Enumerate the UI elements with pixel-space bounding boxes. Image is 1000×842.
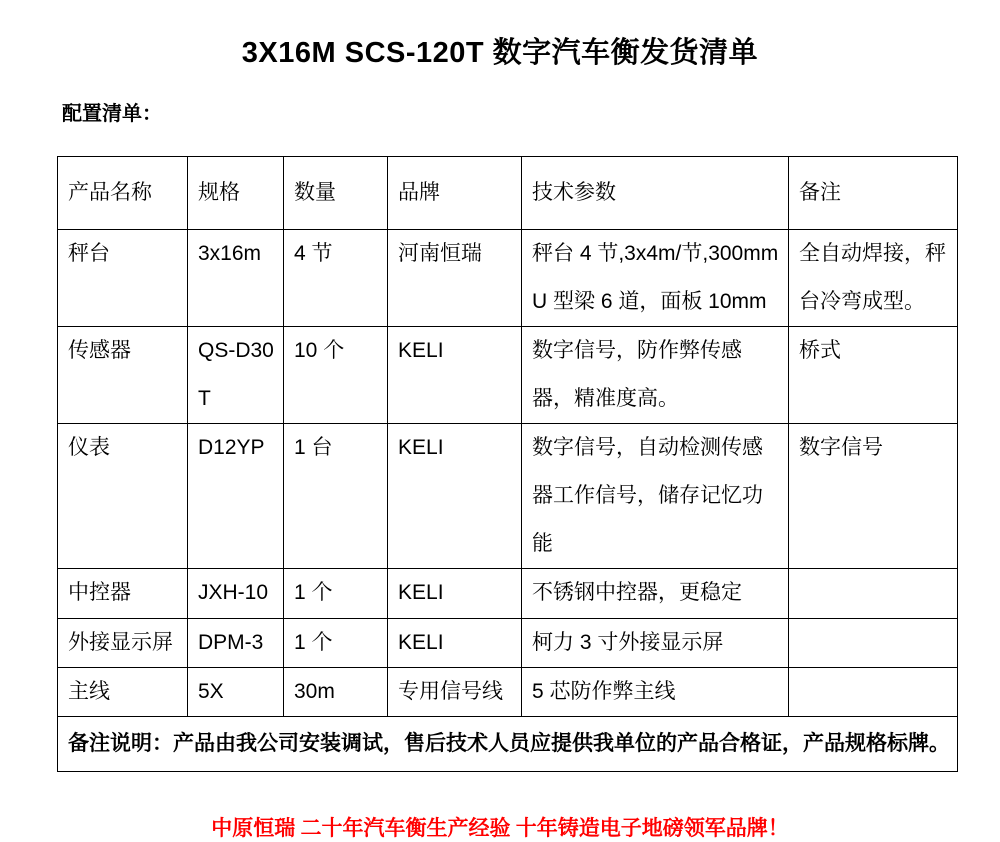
cell-quantity: 1 台 [284, 424, 388, 569]
cell-quantity: 1 个 [284, 619, 388, 668]
cell-spec: JXH-10 [188, 569, 284, 619]
cell-brand: KELI [388, 569, 522, 619]
cell-product-name: 仪表 [58, 424, 188, 569]
cell-spec: QS-D30T [188, 327, 284, 424]
cell-quantity: 10 个 [284, 327, 388, 424]
table-note-row [58, 717, 958, 772]
table-row-sensor [58, 327, 958, 424]
cell-brand: 专用信号线 [388, 668, 522, 717]
cell-remarks [789, 569, 958, 619]
document-title: 3X16M SCS-120T 数字汽车衡发货清单 [241, 37, 759, 69]
cell-tech-params: 不锈钢中控器，更稳定 [522, 569, 789, 619]
col-header-tech-params: 技术参数 [522, 157, 789, 230]
cell-remarks: 数字信号 [789, 424, 958, 569]
table-row-junction-controller [58, 569, 958, 619]
cell-tech-params: 5 芯防作弊主线 [522, 668, 789, 717]
cell-product-name: 主线 [58, 668, 188, 717]
col-header-brand: 品牌 [388, 157, 522, 230]
table-row-main-cable [58, 668, 958, 717]
cell-spec: D12YP [188, 424, 284, 569]
spec-table [57, 156, 958, 772]
cell-product-name: 传感器 [58, 327, 188, 424]
cell-remarks: 全自动焊接，秤台冷弯成型。 [789, 230, 958, 327]
cell-spec: DPM-3 [188, 619, 284, 668]
cell-brand: KELI [388, 327, 522, 424]
cell-spec: 3x16m [188, 230, 284, 327]
table-row-indicator [58, 424, 958, 569]
cell-tech-params: 数字信号，自动检测传感器工作信号，储存记忆功能 [522, 424, 789, 569]
cell-brand: KELI [388, 619, 522, 668]
cell-product-name: 外接显示屏 [58, 619, 188, 668]
table-row-external-display [58, 619, 958, 668]
col-header-spec: 规格 [188, 157, 284, 230]
cell-quantity: 30m [284, 668, 388, 717]
cell-remarks [789, 668, 958, 717]
cell-remarks [789, 619, 958, 668]
cell-tech-params: 秤台 4 节,3x4m/节,300mmU 型梁 6 道，面板 10mm [522, 230, 789, 327]
table-header-row [58, 157, 958, 230]
col-header-quantity: 数量 [284, 157, 388, 230]
col-header-remarks: 备注 [789, 157, 958, 230]
col-header-product-name: 产品名称 [58, 157, 188, 230]
document-page [0, 30, 1000, 840]
cell-brand: 河南恒瑞 [388, 230, 522, 327]
cell-quantity: 1 个 [284, 569, 388, 619]
config-list-label: 配置清单： [62, 103, 162, 125]
cell-tech-params: 柯力 3 寸外接显示屏 [522, 619, 789, 668]
footer-slogan: 中原恒瑞 二十年汽车衡生产经验 十年铸造电子地磅领军品牌！ [211, 816, 789, 840]
cell-product-name: 秤台 [58, 230, 188, 327]
cell-brand: KELI [388, 424, 522, 569]
cell-product-name: 中控器 [58, 569, 188, 619]
cell-quantity: 4 节 [284, 230, 388, 327]
cell-tech-params: 数字信号，防作弊传感器，精准度高。 [522, 327, 789, 424]
table-note-text: 备注说明：产品由我公司安装调试，售后技术人员应提供我单位的产品合格证，产品规格标牌。 [58, 717, 958, 772]
cell-spec: 5X [188, 668, 284, 717]
cell-remarks: 桥式 [789, 327, 958, 424]
table-row-platform [58, 230, 958, 327]
